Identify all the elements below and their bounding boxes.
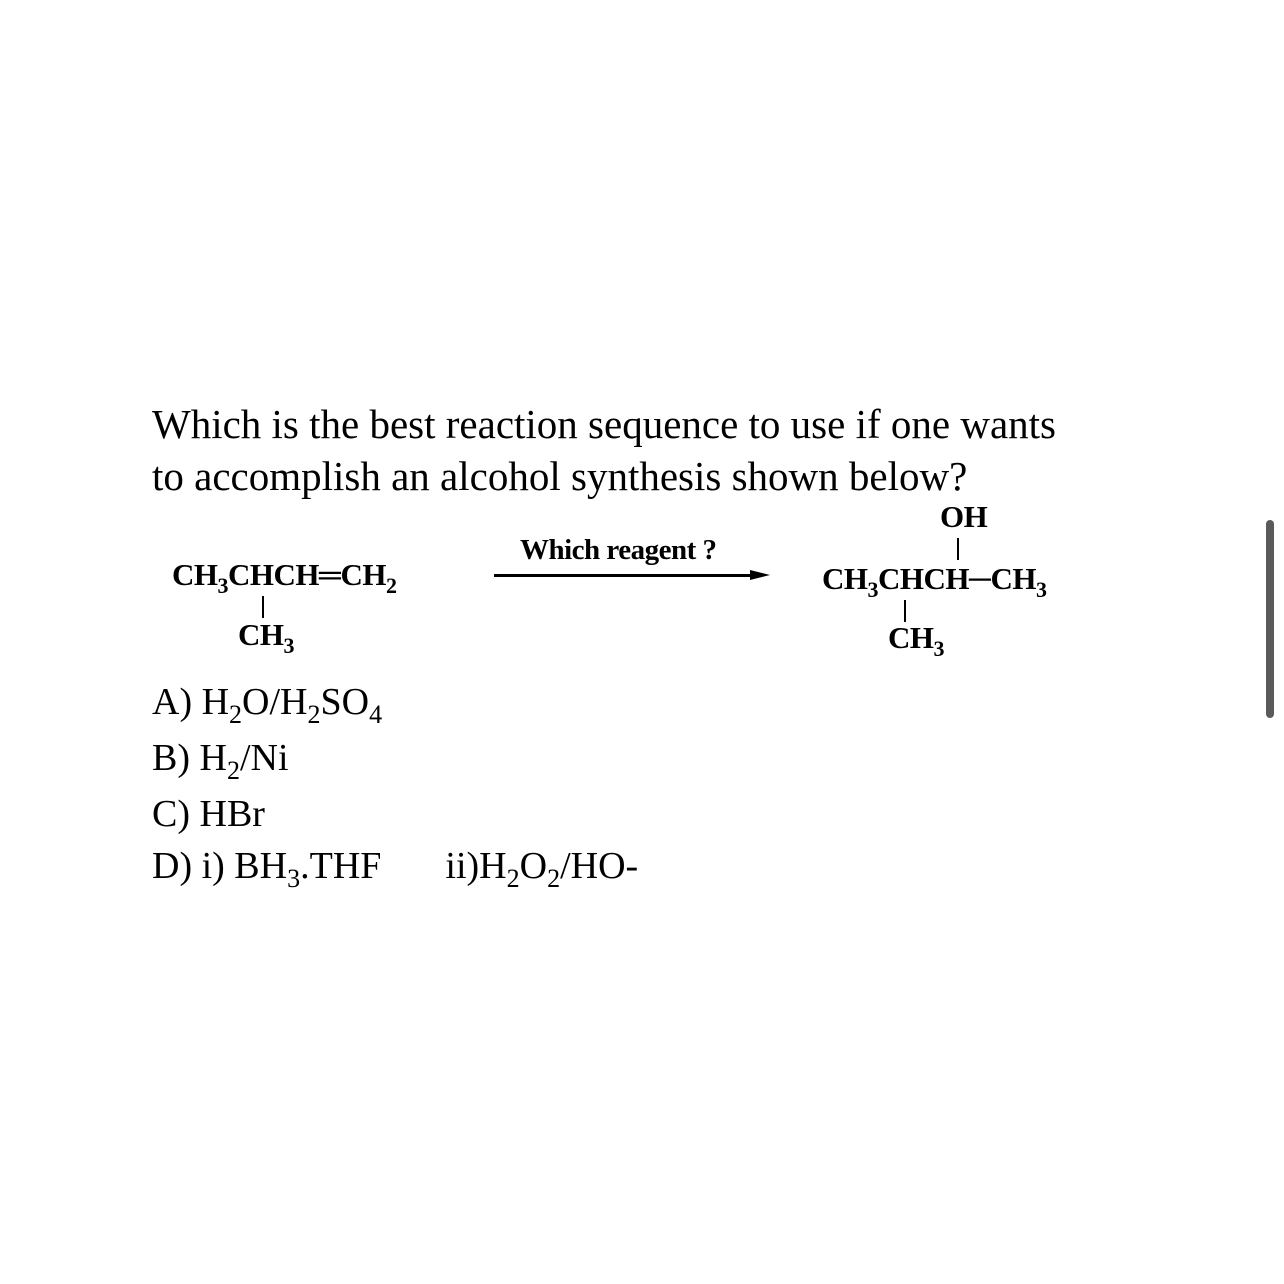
option-d-sub-3: 2 — [547, 864, 561, 893]
reactant-ch-c: CH — [340, 557, 386, 592]
option-b-sub-1: 2 — [226, 756, 240, 785]
product-oh-text: OH — [940, 499, 988, 534]
product-sub-a: 3 — [867, 577, 878, 602]
option-d-text-2: .THF — [300, 845, 382, 887]
option-c-text: C) HBr — [152, 793, 265, 835]
product-ch-a: CH — [822, 561, 868, 596]
product-ch-c: CH — [990, 561, 1036, 596]
option-d-text-1: D) i) BH — [152, 845, 288, 887]
reactant-branch-ch: CH — [238, 617, 284, 652]
option-b-text-1: B) H — [152, 737, 227, 779]
reactant-chch: CHCH — [228, 557, 319, 592]
option-a-sub-3: 4 — [369, 700, 383, 729]
option-d-text-5: /HO- — [560, 845, 639, 887]
product-oh — [940, 499, 987, 535]
option-a-sub-1: 2 — [229, 700, 243, 729]
option-a[interactable] — [152, 676, 638, 732]
reaction-arrow-head — [750, 570, 770, 580]
option-a-text-3: SO — [320, 681, 370, 723]
product-branch — [888, 620, 944, 661]
product-formula — [822, 561, 1047, 602]
reactant-ch-a: CH — [172, 557, 218, 592]
option-b[interactable] — [152, 732, 638, 788]
option-a-text-1: A) H — [152, 681, 230, 723]
reactant-sub-c: 2 — [385, 573, 397, 598]
reactant-branch — [238, 617, 294, 658]
option-b-text-2: /Ni — [239, 737, 289, 779]
option-d[interactable] — [152, 840, 638, 896]
reagent-label: Which reagent ? — [520, 534, 717, 566]
product-single-bond: ─ — [969, 561, 991, 596]
product-sub-c: 3 — [1035, 577, 1047, 602]
scrollbar[interactable] — [1266, 520, 1274, 718]
option-d-sub-1: 3 — [287, 864, 301, 893]
option-d-sub-2: 2 — [506, 864, 520, 893]
reaction-arrow-line — [494, 574, 752, 577]
reactant-double-bond: ═ — [319, 557, 341, 592]
option-a-text-2: O/H — [242, 681, 308, 723]
reactant-branch-bond — [262, 596, 264, 618]
reactant-sub-a: 3 — [217, 573, 228, 598]
product-chch: CHCH — [878, 561, 969, 596]
answer-options — [152, 676, 638, 896]
product-oh-bond — [957, 538, 959, 560]
option-d-text-4: O — [519, 845, 548, 887]
question-line-1: Which is the best reaction sequence to use if one wants — [152, 401, 1056, 447]
question-text — [152, 398, 1152, 502]
product-branch-sub: 3 — [933, 636, 944, 661]
reactant-branch-sub: 3 — [283, 633, 294, 658]
product-branch-bond — [904, 600, 906, 622]
option-a-sub-2: 2 — [307, 700, 321, 729]
question-line-2: to accomplish an alcohol synthesis shown below? — [152, 453, 968, 499]
option-d-text-3: ii)H — [445, 845, 507, 887]
reactant-formula — [172, 557, 397, 598]
product-branch-ch: CH — [888, 620, 934, 655]
option-c[interactable] — [152, 788, 638, 840]
